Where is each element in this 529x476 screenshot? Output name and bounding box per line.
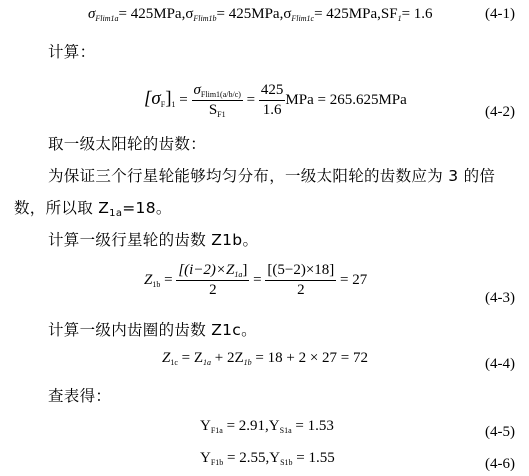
eq2-num1-sigma: σ bbox=[193, 82, 201, 98]
eq3-lhs-sub: 1b bbox=[152, 279, 161, 289]
eq4-z-sub: 1c bbox=[170, 358, 178, 367]
eq2-fraction-1 bbox=[192, 82, 243, 119]
eq4-b-sub: 1b bbox=[243, 358, 252, 367]
eq1-number: (4-1) bbox=[485, 6, 515, 22]
para-distribution-line1: 为保证三个行星轮能够均匀分布，一级太阳轮的齿数应为 3 的倍 bbox=[48, 167, 496, 185]
eq1-sub1: Flim1a bbox=[95, 14, 119, 23]
eq2-den1-sub: F1 bbox=[217, 110, 226, 119]
eq3-content bbox=[144, 262, 367, 299]
para2-text-b: =18。 bbox=[122, 199, 172, 217]
eq2-number: (4-2) bbox=[485, 104, 515, 120]
eq6-content bbox=[200, 450, 335, 467]
eq5-v1: = 2.91,Y bbox=[226, 418, 280, 434]
eq2-den1: S bbox=[208, 102, 218, 118]
eq1-val3: = 425MPa,SF bbox=[314, 6, 398, 22]
para-distribution-line2 bbox=[14, 196, 172, 219]
eq2-fraction-2 bbox=[259, 82, 286, 119]
eq2-bracket-close: ] bbox=[165, 87, 172, 109]
eq6-y1-sub: F1b bbox=[210, 458, 224, 467]
eq5-y2-sub: S1a bbox=[279, 426, 292, 435]
eq3-num1: [(i−2)×Z bbox=[178, 262, 235, 278]
eq5-v2: = 1.53 bbox=[295, 418, 334, 434]
eq2-result: MPa = 265.625MPa bbox=[285, 91, 407, 108]
para-ring-gear: 计算一级内齿圈的齿数 Z1c。 bbox=[48, 321, 257, 339]
eq4-c: = 18 + 2 × 27 = 72 bbox=[255, 350, 368, 366]
eq3-den2: 2 bbox=[297, 282, 305, 298]
eq4-number: (4-4) bbox=[485, 356, 515, 372]
eq4-z: Z bbox=[162, 350, 171, 366]
eq1-val4: = 1.6 bbox=[401, 6, 433, 22]
eq1-val2: = 425MPa,σ bbox=[216, 6, 292, 22]
eq1-sub4: 1 bbox=[397, 14, 402, 23]
eq5-content bbox=[200, 418, 334, 435]
eq3-num1-sub: 1a bbox=[234, 270, 243, 279]
para-sun-gear-title: 取一级太阳轮的齿数： bbox=[48, 135, 207, 153]
eq5-y1-sub: F1a bbox=[210, 426, 223, 435]
eq3-lhs: Z bbox=[144, 271, 153, 288]
eq3-number: (4-3) bbox=[485, 290, 515, 306]
eq5-number: (4-5) bbox=[485, 424, 515, 440]
eq5-y1: Y bbox=[200, 418, 211, 434]
eq1-sigma: σ bbox=[88, 6, 96, 22]
eq3-result: = 27 bbox=[340, 271, 368, 288]
eq2-bracket-open: [σ bbox=[144, 87, 161, 109]
eq6-v1: = 2.55,Y bbox=[227, 450, 281, 466]
eq4-a: = Z bbox=[181, 350, 204, 366]
eq2-content bbox=[144, 82, 407, 119]
eq2-equals-1: = bbox=[179, 91, 188, 108]
para-planet-gear: 计算一级行星轮的齿数 Z1b。 bbox=[48, 231, 259, 249]
equation-4-2 bbox=[0, 74, 529, 120]
eq3-den1: 2 bbox=[209, 282, 217, 298]
eq3-fraction-2 bbox=[265, 262, 336, 299]
para2-text-a: 数，所以取 Z bbox=[14, 199, 110, 217]
eq2-num2: 425 bbox=[259, 82, 286, 101]
para2-sub: 1a bbox=[109, 208, 123, 219]
eq2-num1-sub: Flim1(a/b/c) bbox=[200, 90, 241, 99]
eq6-number: (4-6) bbox=[485, 456, 515, 472]
eq3-num1-end: ] bbox=[242, 262, 248, 278]
eq1-val1: = 425MPa,σ bbox=[118, 6, 194, 22]
calc-label: 计算： bbox=[48, 43, 96, 61]
eq2-den2: 1.6 bbox=[262, 102, 282, 118]
eq1-sub2: Flim1b bbox=[193, 14, 217, 23]
eq2-equals-2: = bbox=[246, 91, 256, 108]
eq4-content bbox=[162, 350, 368, 367]
eq6-y1: Y bbox=[200, 450, 211, 466]
equation-4-3 bbox=[0, 260, 529, 306]
para-lookup: 查表得： bbox=[48, 387, 112, 405]
eq3-equals-1: = bbox=[164, 271, 173, 288]
eq2-sub-1: 1 bbox=[171, 99, 176, 109]
eq4-a-sub: 1a bbox=[203, 358, 212, 367]
eq6-y2-sub: S1b bbox=[280, 458, 293, 467]
eq1-sub3: Flim1c bbox=[291, 14, 315, 23]
eq6-v2: = 1.55 bbox=[296, 450, 335, 466]
eq3-fraction-1 bbox=[176, 262, 249, 299]
eq3-num2: [(5−2)×18] bbox=[265, 262, 336, 281]
eq4-b: + 2Z bbox=[214, 350, 244, 366]
eq3-equals-2: = bbox=[253, 271, 262, 288]
eq1-content bbox=[88, 6, 433, 23]
eq2-sub-f: F bbox=[160, 99, 166, 109]
